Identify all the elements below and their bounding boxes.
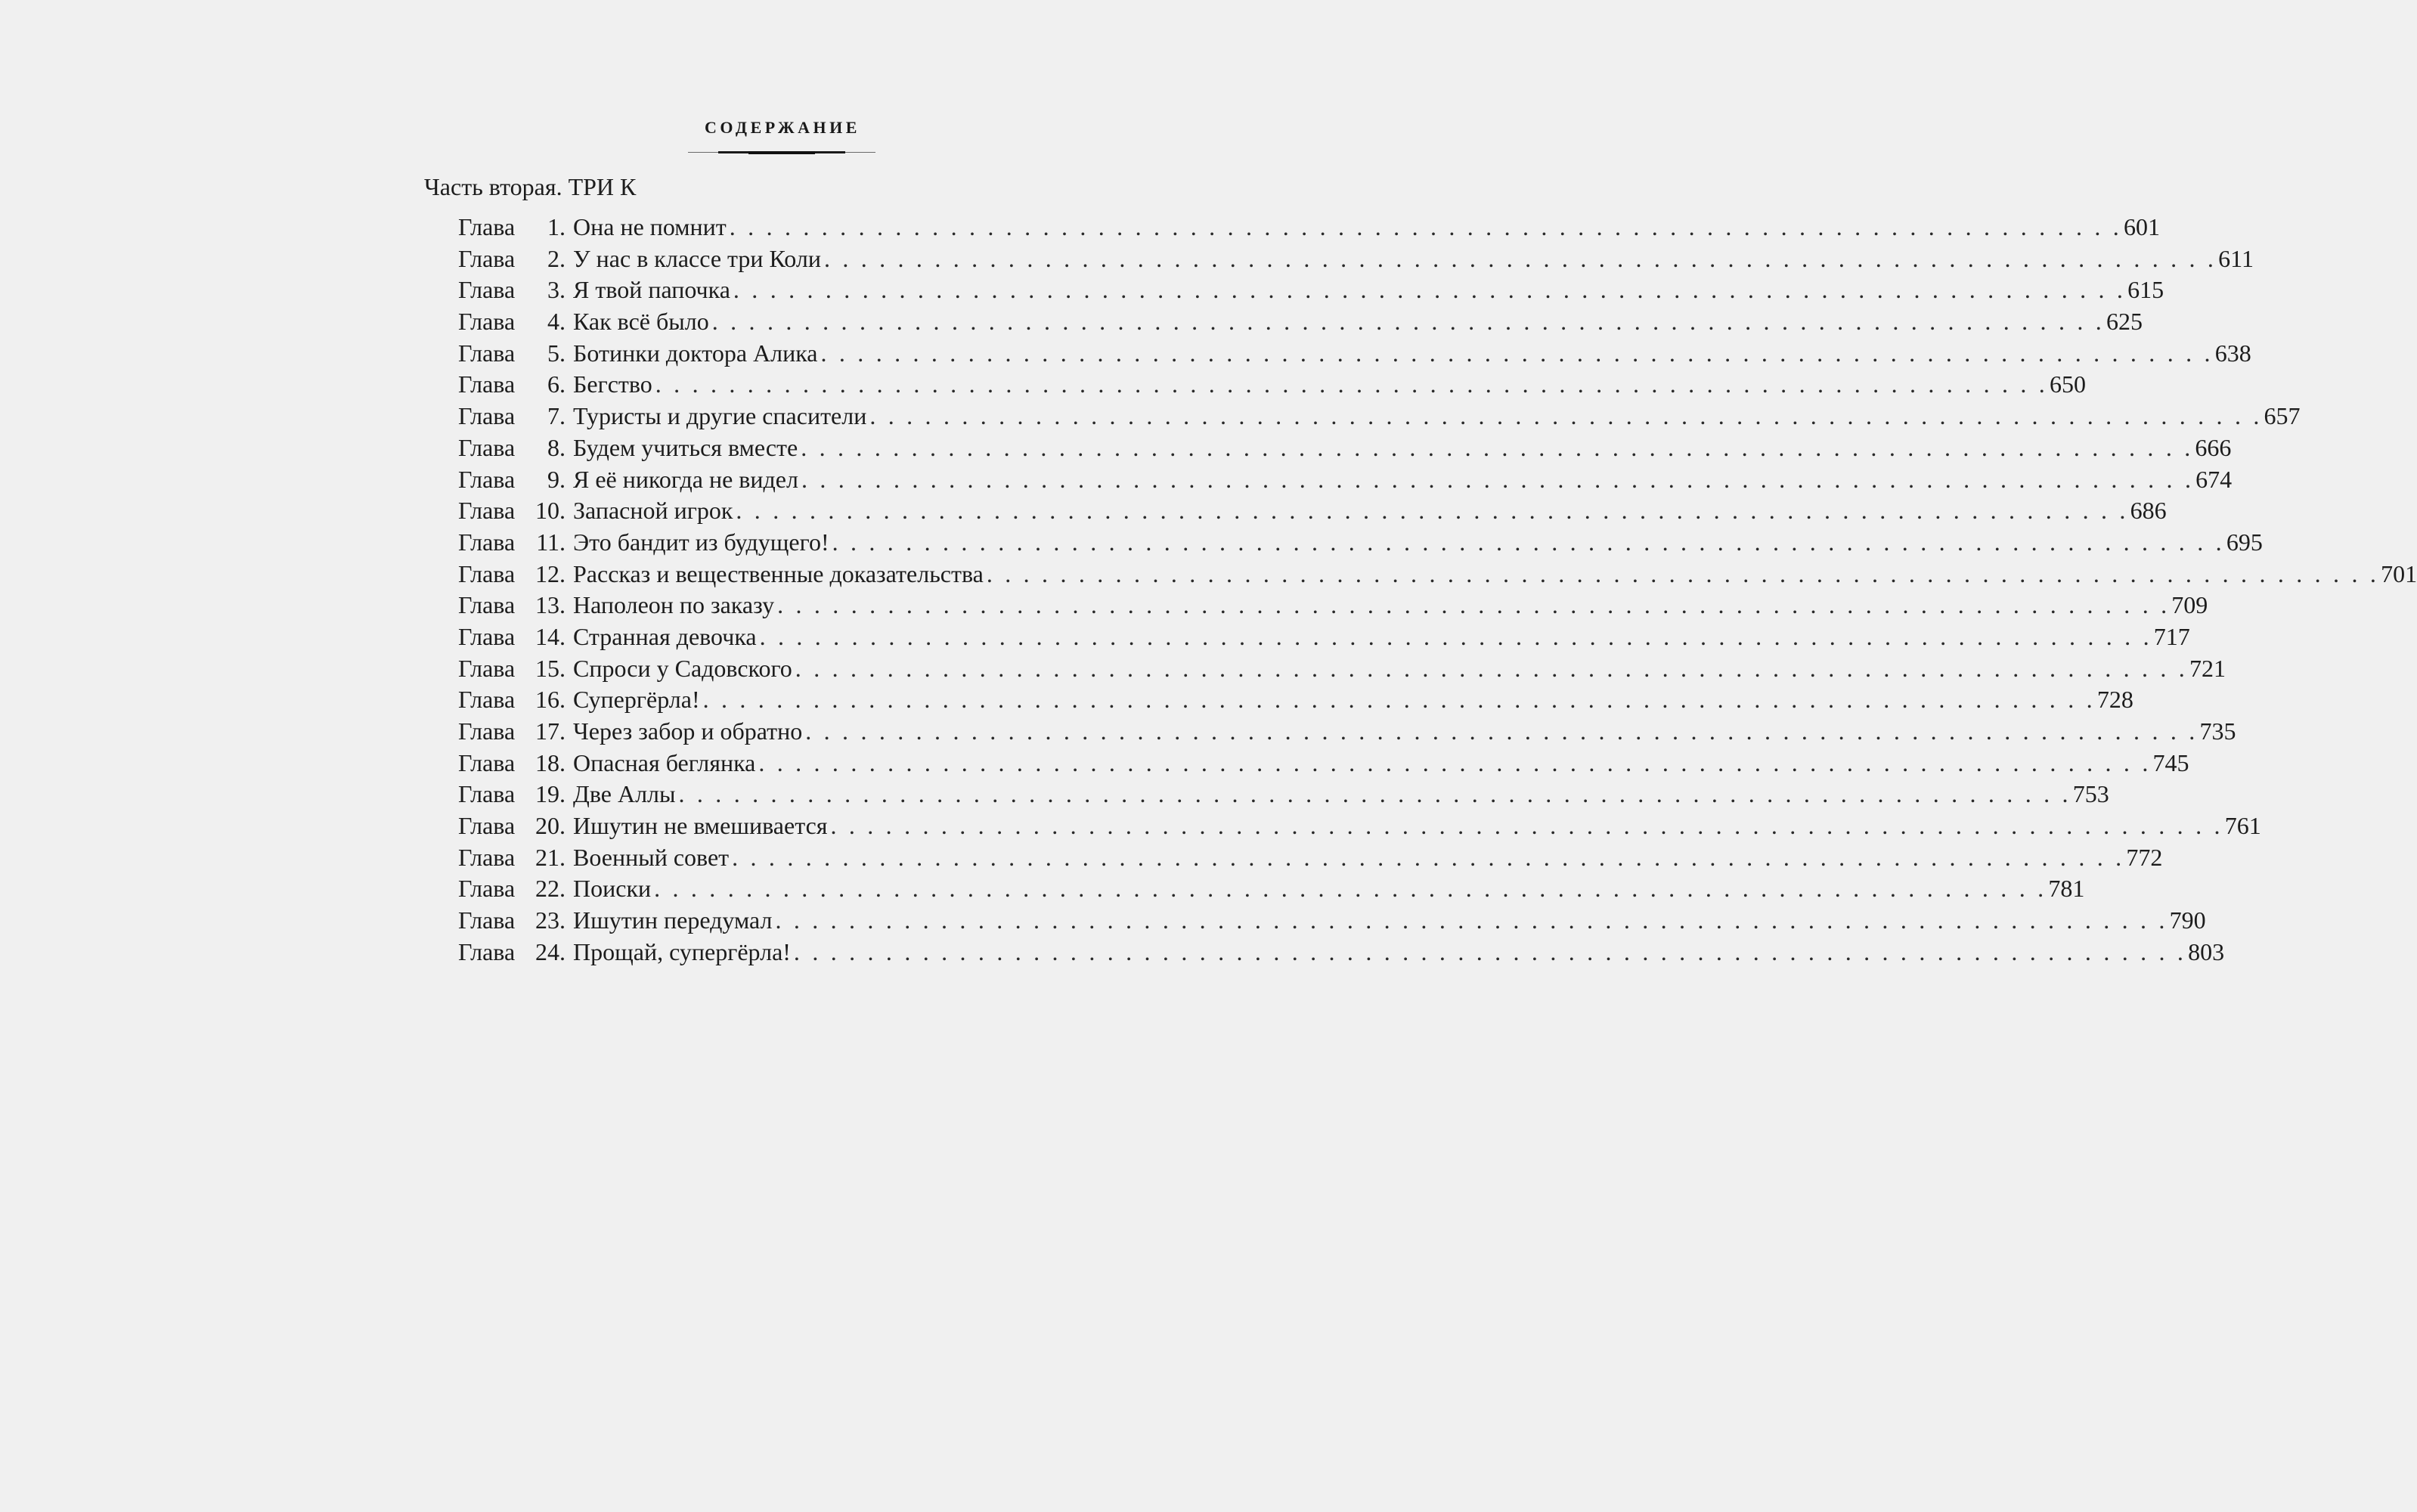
- table-of-contents: [458, 212, 2417, 968]
- dot-leader: . . . . . . . . . . . . . . . . . . . . . . . . . . . . . . . . . . . . . . . . . . . . . . . . . . . . . . . . . . . . . . . . . . . . . . . . . . . .: [654, 875, 2047, 903]
- page-number: 666: [2195, 433, 2232, 461]
- chapter-title: Я твой папочка: [573, 274, 733, 306]
- entry-line: [573, 464, 2233, 496]
- toc-entry[interactable]: [458, 684, 2133, 716]
- dot-leader: . . . . . . . . . . . . . . . . . . . . . . . . . . . . . . . . . . . . . . . . . . . . . . . . . . . . . . . . . . . . . . . . . . . . . . . . . . . .: [823, 244, 2217, 272]
- toc-entry[interactable]: [458, 905, 2206, 937]
- entry-line: [573, 842, 2163, 874]
- chapter-title: Туристы и другие спасители: [573, 401, 869, 432]
- chapter-title: Прощай, супергёрла!: [573, 937, 794, 968]
- chapter-word: Глава: [458, 654, 516, 682]
- page-number: 686: [2130, 497, 2167, 525]
- page-number: 790: [2169, 906, 2206, 934]
- toc-entry[interactable]: [458, 621, 2190, 653]
- dot-leader: . . . . . . . . . . . . . . . . . . . . . . . . . . . . . . . . . . . . . . . . . . . . . . . . . . . . . . . . . . . . . . . . . . . . . . . . . . . .: [832, 528, 2225, 556]
- page-number: 709: [2171, 591, 2208, 619]
- entry-line: [573, 243, 2254, 275]
- page-number: 625: [2106, 308, 2143, 336]
- chapter-word: Глава: [458, 433, 516, 461]
- chapter-number: 16.: [535, 686, 566, 714]
- dot-leader: . . . . . . . . . . . . . . . . . . . . . . . . . . . . . . . . . . . . . . . . . . . . . . . . . . . . . . . . . . . . . . . . . . . . . . . . . . . .: [711, 308, 2105, 336]
- chapter-title: Как всё было: [573, 306, 712, 338]
- chapter-number: 6.: [547, 370, 566, 398]
- toc-entry[interactable]: [458, 306, 2143, 338]
- dot-leader: . . . . . . . . . . . . . . . . . . . . . . . . . . . . . . . . . . . . . . . . . . . . . . . . . . . . . . . . . . . . . . . . . . . . . . . . . . . .: [702, 686, 2096, 714]
- dot-leader: . . . . . . . . . . . . . . . . . . . . . . . . . . . . . . . . . . . . . . . . . . . . . . . . . . . . . . . . . . . . . . . . . . . . . . . . . . . .: [758, 748, 2152, 776]
- chapter-number: 9.: [547, 465, 566, 493]
- page-number: 803: [2188, 937, 2225, 965]
- chapter-title: Ишутин не вмешивается: [573, 810, 830, 842]
- entry-line: [573, 716, 2236, 748]
- dot-leader: . . . . . . . . . . . . . . . . . . . . . . . . . . . . . . . . . . . . . . . . . . . . . . . . . . . . . . . . . . . . . . . . . . . . . . . . . . . .: [801, 433, 2194, 461]
- chapter-title: Будем учиться вместе: [573, 432, 801, 464]
- chapter-number: 2.: [547, 244, 566, 272]
- chapter-number: 23.: [535, 906, 566, 934]
- dot-leader: . . . . . . . . . . . . . . . . . . . . . . . . . . . . . . . . . . . . . . . . . . . . . . . . . . . . . . . . . . . . . . . . . . . . . . . . . . . .: [777, 591, 2171, 619]
- toc-entry[interactable]: [458, 559, 2417, 590]
- dot-leader: . . . . . . . . . . . . . . . . . . . . . . . . . . . . . . . . . . . . . . . . . . . . . . . . . . . . . . . . . . . . . . . . . . . . . . . . . . . .: [793, 937, 2187, 965]
- page-number: 735: [2199, 717, 2236, 745]
- page-number: 601: [2123, 213, 2160, 240]
- chapter-number: 17.: [535, 717, 566, 745]
- toc-entry[interactable]: [458, 338, 2251, 370]
- chapter-title: Рассказ и вещественные доказательства: [573, 559, 987, 590]
- chapter-number: 19.: [535, 780, 566, 808]
- chapter-title: Поиски: [573, 873, 654, 905]
- entry-line: [573, 401, 2301, 432]
- toc-entry[interactable]: [458, 243, 2254, 275]
- chapter-word: Глава: [458, 812, 516, 840]
- dot-leader: . . . . . . . . . . . . . . . . . . . . . . . . . . . . . . . . . . . . . . . . . . . . . . . . . . . . . . . . . . . . . . . . . . . . . . . . . . . .: [795, 654, 2188, 682]
- toc-entry[interactable]: [458, 432, 2232, 464]
- toc-entry[interactable]: [458, 401, 2301, 432]
- entry-line: [573, 559, 2417, 590]
- chapter-word: Глава: [458, 528, 516, 556]
- entry-line: [573, 306, 2143, 338]
- chapter-title: Супергёрла!: [573, 684, 703, 716]
- chapter-title: Бегство: [573, 369, 655, 401]
- chapter-number: 8.: [547, 433, 566, 461]
- entry-line: [573, 338, 2251, 370]
- page-number: 761: [2224, 812, 2261, 840]
- chapter-number: 11.: [536, 528, 566, 556]
- dot-leader: . . . . . . . . . . . . . . . . . . . . . . . . . . . . . . . . . . . . . . . . . . . . . . . . . . . . . . . . . . . . . . . . . . . . . . . . . . . .: [986, 559, 2380, 587]
- toc-entry[interactable]: [458, 716, 2236, 748]
- entry-line: [573, 905, 2206, 937]
- heading-ornament-rule: [688, 151, 875, 154]
- entry-line: [573, 212, 2160, 243]
- toc-entry[interactable]: [458, 873, 2085, 905]
- entry-line: [573, 590, 2208, 621]
- dot-leader: . . . . . . . . . . . . . . . . . . . . . . . . . . . . . . . . . . . . . . . . . . . . . . . . . . . . . . . . . . . . . . . . . . . . . . . . . . . .: [678, 780, 2071, 808]
- chapter-title: Запасной игрок: [573, 495, 736, 527]
- toc-entry[interactable]: [458, 590, 2208, 621]
- part-title: Часть вторая. ТРИ К: [424, 173, 637, 200]
- chapter-title: Наполеон по заказу: [573, 590, 777, 621]
- entry-line: [573, 621, 2190, 653]
- toc-entry[interactable]: [458, 274, 2164, 306]
- chapter-word: Глава: [458, 748, 516, 776]
- entry-line: [573, 432, 2232, 464]
- toc-entry[interactable]: [458, 369, 2086, 401]
- toc-entry[interactable]: [458, 212, 2160, 243]
- toc-entry[interactable]: [458, 937, 2225, 968]
- chapter-word: Глава: [458, 780, 516, 808]
- chapter-word: Глава: [458, 276, 516, 304]
- page-number: 674: [2195, 465, 2233, 493]
- dot-leader: . . . . . . . . . . . . . . . . . . . . . . . . . . . . . . . . . . . . . . . . . . . . . . . . . . . . . . . . . . . . . . . . . . . . . . . . . . . .: [801, 465, 2195, 493]
- page-number: 781: [2048, 875, 2085, 903]
- page-number: 772: [2126, 843, 2163, 871]
- entry-line: [573, 653, 2226, 685]
- chapter-title: У нас в классе три Коли: [573, 243, 824, 275]
- toc-entry[interactable]: [458, 527, 2263, 559]
- chapter-word: Глава: [458, 370, 516, 398]
- page-number: 657: [2264, 402, 2301, 430]
- dot-leader: . . . . . . . . . . . . . . . . . . . . . . . . . . . . . . . . . . . . . . . . . . . . . . . . . . . . . . . . . . . . . . . . . . . . . . . . . . . .: [733, 276, 2127, 304]
- chapter-number: 21.: [535, 843, 566, 871]
- chapter-title: Странная девочка: [573, 621, 760, 653]
- page-number: 701: [2381, 559, 2417, 587]
- chapter-word: Глава: [458, 559, 516, 587]
- chapter-word: Глава: [458, 308, 516, 336]
- page-number: 753: [2072, 780, 2109, 808]
- chapter-word: Глава: [458, 622, 516, 650]
- page-number: 650: [2049, 370, 2086, 398]
- chapter-word: Глава: [458, 213, 516, 240]
- chapter-number: 18.: [535, 748, 566, 776]
- page-number: 638: [2214, 339, 2251, 367]
- dot-leader: . . . . . . . . . . . . . . . . . . . . . . . . . . . . . . . . . . . . . . . . . . . . . . . . . . . . . . . . . . . . . . . . . . . . . . . . . . . .: [830, 812, 2223, 840]
- chapter-number: 5.: [547, 339, 566, 367]
- chapter-title: Я её никогда не видел: [573, 464, 801, 496]
- page-number: 615: [2127, 276, 2164, 304]
- entry-line: [573, 748, 2189, 779]
- toc-entry[interactable]: [458, 810, 2261, 842]
- entry-line: [573, 495, 2167, 527]
- chapter-number: 1.: [547, 213, 566, 240]
- chapter-word: Глава: [458, 402, 516, 430]
- chapter-word: Глава: [458, 591, 516, 619]
- chapter-number: 3.: [547, 276, 566, 304]
- chapter-title: Через забор и обратно: [573, 716, 805, 748]
- toc-entry[interactable]: [458, 748, 2189, 779]
- dot-leader: . . . . . . . . . . . . . . . . . . . . . . . . . . . . . . . . . . . . . . . . . . . . . . . . . . . . . . . . . . . . . . . . . . . . . . . . . . . .: [805, 717, 2199, 745]
- chapter-word: Глава: [458, 244, 516, 272]
- contents-heading: СОДЕРЖАНИЕ: [705, 118, 860, 137]
- chapter-number: 15.: [535, 654, 566, 682]
- page-number: 728: [2096, 686, 2133, 714]
- chapter-word: Глава: [458, 717, 516, 745]
- page-number: 721: [2189, 654, 2226, 682]
- toc-entry[interactable]: [458, 842, 2163, 874]
- entry-line: [573, 369, 2086, 401]
- chapter-word: Глава: [458, 497, 516, 525]
- page-number: 745: [2152, 748, 2189, 776]
- chapter-word: Глава: [458, 875, 516, 903]
- dot-leader: . . . . . . . . . . . . . . . . . . . . . . . . . . . . . . . . . . . . . . . . . . . . . . . . . . . . . . . . . . . . . . . . . . . . . . . . . . . .: [775, 906, 2168, 934]
- chapter-word: Глава: [458, 686, 516, 714]
- chapter-title: Опасная беглянка: [573, 748, 758, 779]
- entry-line: [573, 810, 2261, 842]
- page-number: 611: [2218, 244, 2254, 272]
- dot-leader: . . . . . . . . . . . . . . . . . . . . . . . . . . . . . . . . . . . . . . . . . . . . . . . . . . . . . . . . . . . . . . . . . . . . . . . . . . . .: [820, 339, 2214, 367]
- dot-leader: . . . . . . . . . . . . . . . . . . . . . . . . . . . . . . . . . . . . . . . . . . . . . . . . . . . . . . . . . . . . . . . . . . . . . . . . . . . .: [655, 370, 2048, 398]
- toc-entry[interactable]: [458, 495, 2167, 527]
- chapter-word: Глава: [458, 465, 516, 493]
- dot-leader: . . . . . . . . . . . . . . . . . . . . . . . . . . . . . . . . . . . . . . . . . . . . . . . . . . . . . . . . . . . . . . . . . . . . . . . . . . . .: [732, 843, 2125, 871]
- chapter-number: 22.: [535, 875, 566, 903]
- entry-line: [573, 937, 2225, 968]
- chapter-title: Спроси у Садовского: [573, 653, 795, 685]
- toc-entry[interactable]: [458, 653, 2226, 685]
- ornament-center-bar: [748, 151, 815, 154]
- chapter-number: 20.: [535, 812, 566, 840]
- chapter-title: Это бандит из будущего!: [573, 527, 832, 559]
- chapter-title: Ботинки доктора Алика: [573, 338, 821, 370]
- dot-leader: . . . . . . . . . . . . . . . . . . . . . . . . . . . . . . . . . . . . . . . . . . . . . . . . . . . . . . . . . . . . . . . . . . . . . . . . . . . .: [729, 213, 2122, 240]
- chapter-title: Военный совет: [573, 842, 732, 874]
- toc-entry[interactable]: [458, 464, 2233, 496]
- entry-line: [573, 779, 2109, 810]
- entry-line: [573, 274, 2164, 306]
- chapter-title: Две Аллы: [573, 779, 679, 810]
- chapter-number: 13.: [535, 591, 566, 619]
- chapter-number: 12.: [535, 559, 566, 587]
- entry-line: [573, 684, 2133, 716]
- chapter-number: 10.: [535, 497, 566, 525]
- chapter-number: 24.: [535, 937, 566, 965]
- entry-line: [573, 527, 2263, 559]
- page-number: 695: [2226, 528, 2263, 556]
- chapter-word: Глава: [458, 843, 516, 871]
- toc-entry[interactable]: [458, 779, 2109, 810]
- chapter-title: Ишутин передумал: [573, 905, 775, 937]
- chapter-number: 4.: [547, 308, 566, 336]
- chapter-word: Глава: [458, 937, 516, 965]
- chapter-title: Она не помнит: [573, 212, 730, 243]
- page-number: 717: [2153, 622, 2190, 650]
- dot-leader: . . . . . . . . . . . . . . . . . . . . . . . . . . . . . . . . . . . . . . . . . . . . . . . . . . . . . . . . . . . . . . . . . . . . . . . . . . . .: [736, 497, 2129, 525]
- chapter-number: 14.: [535, 622, 566, 650]
- entry-line: [573, 873, 2085, 905]
- dot-leader: . . . . . . . . . . . . . . . . . . . . . . . . . . . . . . . . . . . . . . . . . . . . . . . . . . . . . . . . . . . . . . . . . . . . . . . . . . . .: [869, 402, 2263, 430]
- dot-leader: . . . . . . . . . . . . . . . . . . . . . . . . . . . . . . . . . . . . . . . . . . . . . . . . . . . . . . . . . . . . . . . . . . . . . . . . . . . .: [759, 622, 2152, 650]
- chapter-word: Глава: [458, 339, 516, 367]
- chapter-number: 7.: [547, 402, 566, 430]
- chapter-word: Глава: [458, 906, 516, 934]
